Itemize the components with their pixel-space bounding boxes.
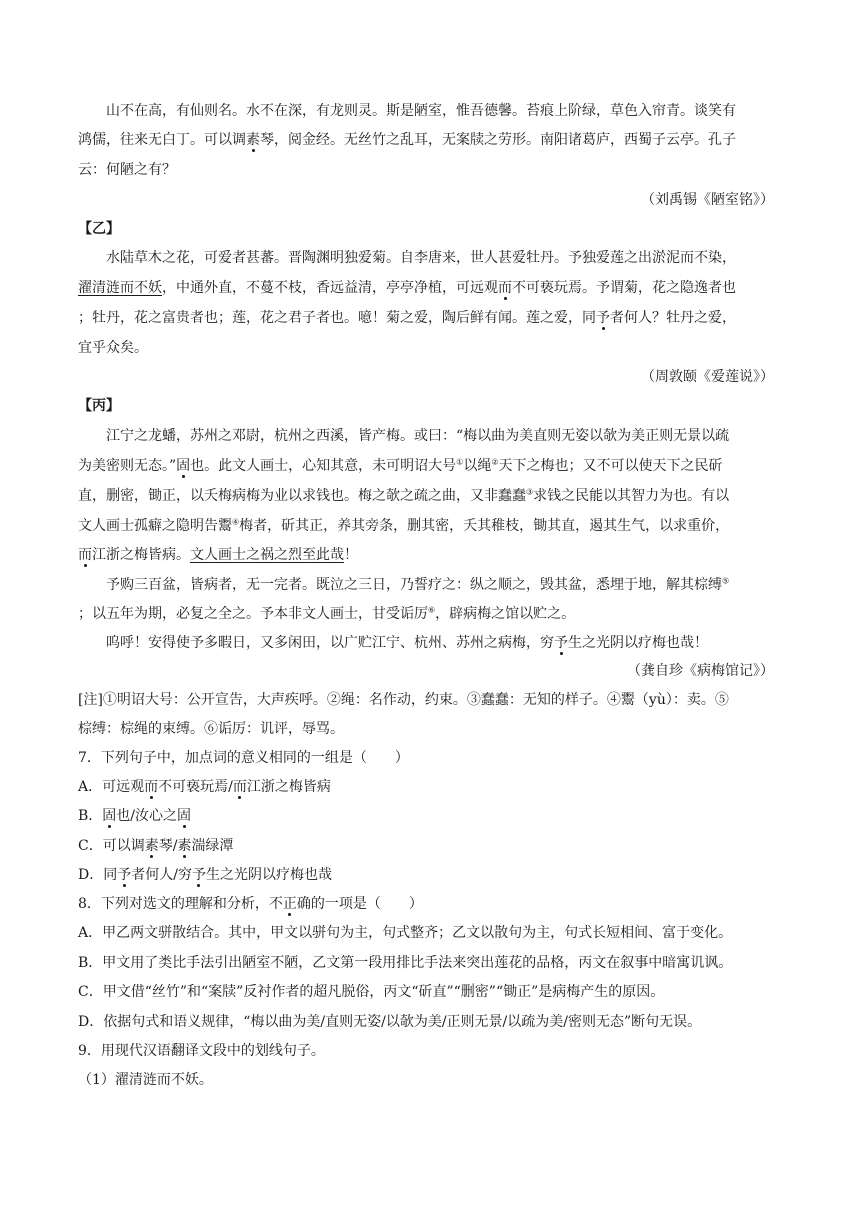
yi-line-1: 水陆草木之花，可爱者甚蕃。晋陶渊明独爱菊。自李唐来，世人甚爱牡丹。予独爱莲之出淤泥而不染，: [106, 250, 736, 266]
underlined-sentence-1: 濯清涟而不妖: [78, 280, 162, 296]
emphasis-dots-not-correct: 不正确: [268, 896, 311, 912]
question-8-option-d: D．依据句式和语义规律，“梅以曲为美/直则无姿/以欹为美/正则无景/以疏为美/密则无态”断句无误。: [78, 1014, 702, 1030]
jia-source: （刘禹锡《陋室铭》）: [641, 192, 774, 208]
jia-line-3: 云：何陋之有？: [78, 162, 176, 178]
bing-heading: 【丙】: [78, 398, 120, 414]
footnote-marker-6: ⑥: [428, 605, 436, 615]
question-7-stem: 7．下列句子中，加点词的意义相同的一组是（ ）: [78, 750, 409, 766]
bing-p2-line-2: ；以五年为期，必复之全之。予本非文人画士，甘受诟厉⑥，辟病梅之馆以贮之。: [78, 605, 576, 622]
bing-line-1: 江宁之龙蟠，苏州之邓尉，杭州之西溪，皆产梅。或曰：“梅以曲为美直则无姿以欹为美正则无景以疏: [106, 428, 730, 444]
question-8-option-c: C．甲文借“丝竹”和“案牍”反衬作者的超凡脱俗，丙文“斫直”“删密”“锄正”是病梅产生的原因。: [78, 984, 665, 1000]
emphasis-dot-yu: 予: [596, 310, 610, 326]
footnote-marker-4: ④: [232, 517, 240, 527]
question-8-option-a: A．甲乙两文骈散结合。其中，甲文以骈句为主，句式整齐；乙文以散句为主，句式长短相间、富于变化。: [78, 925, 733, 941]
underlined-sentence-2: 文人画士之祸之烈至此哉: [190, 547, 344, 563]
emphasis-dot-su: 素: [246, 132, 260, 148]
emphasis-dot-yu-2: 予: [554, 635, 568, 651]
yi-line-4: 宜乎众矣。: [78, 340, 148, 356]
bing-line-2: 为美密则无态。”固也。此文人画士，心知其意，未可明诏大号①以绳②天下之梅也；又不可以使天下之民斫: [78, 457, 723, 474]
bing-line-4: 文人画士孤癖之隐明告鬻④梅者，斫其正，养其旁条，删其密，夭其稚枝，锄其直，遏其生气，以求重价，: [78, 517, 730, 534]
notes-line-2: 棕缚：棕绳的束缚。⑥诟厉：讥评，辱骂。: [78, 721, 344, 737]
question-8-option-b: B．甲文用了类比手法引出陋室不陋，乙文第一段用排比手法来突出莲花的品格，丙文在叙事中暗寓讥讽。: [78, 955, 733, 971]
yi-source: （周敦颐《爱莲说》）: [641, 369, 774, 385]
yi-line-3: ；牡丹，花之富贵者也；莲，花之君子者也。噫！菊之爱，陶后鲜有闻。莲之爱，同予者何人？牡丹之爱，: [78, 310, 736, 326]
bing-p3-line-1: 呜呼！安得使予多暇日，又多闲田，以广贮江宁、杭州、苏州之病梅，穷予生之光阴以疗梅也哉！: [106, 635, 708, 651]
footnote-marker-3: ③: [526, 487, 534, 497]
notes-line-1: [注]①明诏大号：公开宣告，大声疾呼。②绳：名作动，约束。③蠢蠢：无知的样子。④鬻（yù）：卖。⑤: [78, 692, 729, 708]
question-7-option-d: D．同予者何人/穷予生之光阴以疗梅也哉: [78, 867, 332, 883]
jia-line-2: 鸿儒，往来无白丁。可以调素琴，阅金经。无丝竹之乱耳，无案牍之劳形。南阳诸葛庐，西蜀子云亭。孔子: [78, 132, 736, 148]
question-9-stem: 9．用现代汉语翻译文段中的划线句子。: [78, 1043, 325, 1059]
question-7-option-c: C．可以调素琴/素湍绿潭: [78, 838, 234, 854]
question-9-item-1: （1）濯清涟而不妖。: [78, 1072, 213, 1088]
footnote-marker-2: ②: [491, 457, 499, 467]
bing-source: （龚自珍《病梅馆记》）: [627, 663, 774, 679]
question-7-option-a: A．可远观而不可亵玩焉/而江浙之梅皆病: [78, 779, 331, 795]
emphasis-dot-er: 而: [498, 280, 512, 296]
footnote-marker-1: ①: [456, 457, 464, 467]
bing-line-3: 直，删密，锄正，以夭梅病梅为业以求钱也。梅之欹之疏之曲，又非蠢蠢③求钱之民能以其智力为也。有以: [78, 487, 730, 504]
bing-p2-line-1: 予购三百盆，皆病者，无一完者。既泣之三日，乃誓疗之：纵之顺之，毁其盆，悉埋于地，解其棕缚⑤: [106, 576, 730, 593]
question-8-stem: 8．下列对选文的理解和分析，不正确的一项是（ ）: [78, 896, 423, 912]
yi-line-2: 濯清涟而不妖，中通外直，不蔓不枝，香远益清，亭亭净植，可远观而不可亵玩焉。予谓菊，花之隐逸者也: [78, 280, 736, 296]
jia-line-1: 山不在高，有仙则名。水不在深，有龙则灵。斯是陋室，惟吾德馨。苔痕上阶绿，草色入帘青。谈笑有: [106, 103, 736, 119]
emphasis-dot-gu: 固: [176, 458, 191, 474]
footnote-marker-5: ⑤: [722, 576, 730, 586]
bing-line-5: 而江浙之梅皆病。文人画士之祸之烈至此哉！: [78, 547, 358, 563]
emphasis-dot-er-2: 而: [78, 547, 92, 563]
yi-heading: 【乙】: [78, 221, 120, 237]
question-7-option-b: B．固也/汝心之固: [78, 808, 192, 824]
